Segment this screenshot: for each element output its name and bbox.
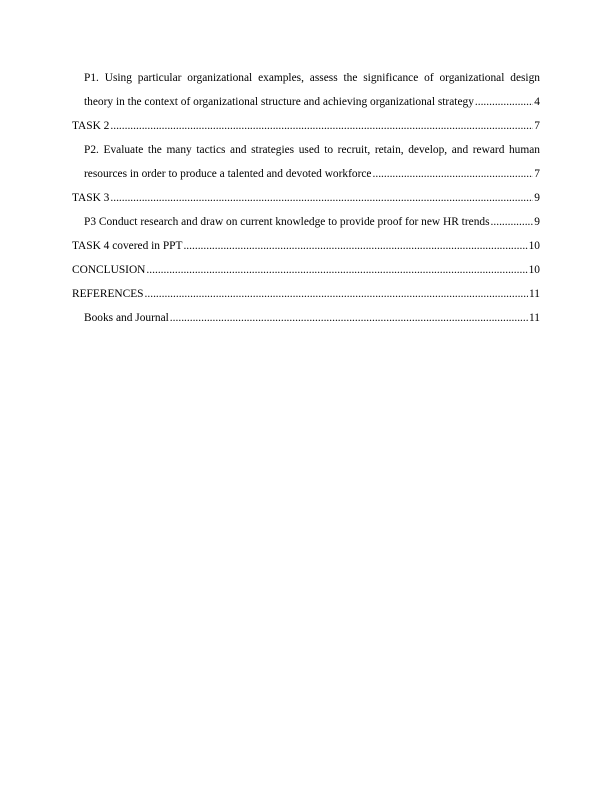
toc-entry-p1-line1: P1. Using particular organizational examples, assess the significance of organizational design bbox=[84, 72, 540, 84]
dot-leader bbox=[170, 306, 528, 330]
toc-entry-task-4[interactable] bbox=[72, 234, 540, 258]
toc-entry-references[interactable] bbox=[72, 282, 540, 306]
toc-entry-task-2-page: 7 bbox=[534, 120, 540, 132]
toc-entry-books-and-journal[interactable] bbox=[72, 306, 540, 330]
table-of-contents bbox=[72, 66, 540, 330]
toc-entry-task-3-page: 9 bbox=[534, 192, 540, 204]
toc-entry-task-3[interactable] bbox=[72, 186, 540, 210]
toc-entry-task-2-label: TASK 2 bbox=[72, 120, 110, 132]
toc-entry-conclusion-page: 10 bbox=[528, 264, 540, 276]
toc-entry-p3-page: 9 bbox=[534, 216, 540, 228]
toc-entry-task-4-label: TASK 4 covered in PPT bbox=[72, 240, 183, 252]
toc-entry-p3[interactable] bbox=[72, 210, 540, 234]
toc-entry-task-3-label: TASK 3 bbox=[72, 192, 110, 204]
toc-entry-p1[interactable] bbox=[72, 66, 540, 114]
toc-entry-books-and-journal-page: 11 bbox=[529, 312, 540, 324]
dot-leader bbox=[110, 186, 533, 210]
toc-entry-p2-line1: P2. Evaluate the many tactics and strategies used to recruit, retain, develop, and reward human bbox=[84, 144, 540, 156]
toc-entry-references-page: 11 bbox=[529, 288, 540, 300]
dot-leader bbox=[491, 210, 534, 234]
toc-entry-conclusion[interactable] bbox=[72, 258, 540, 282]
dot-leader bbox=[146, 258, 527, 282]
toc-entry-p2-line2: resources in order to produce a talented and devoted workforce bbox=[84, 168, 372, 180]
dot-leader bbox=[475, 90, 533, 114]
dot-leader bbox=[110, 114, 533, 138]
toc-entry-books-and-journal-label: Books and Journal bbox=[84, 312, 169, 324]
toc-entry-p1-page: 4 bbox=[534, 96, 540, 108]
toc-entry-p3-label: P3 Conduct research and draw on current knowledge to provide proof for new HR trends bbox=[84, 216, 490, 228]
toc-entry-p2[interactable] bbox=[72, 138, 540, 186]
toc-entry-references-label: REFERENCES bbox=[72, 288, 144, 300]
toc-entry-p1-line2: theory in the context of organizational structure and achieving organizational strategy bbox=[84, 96, 474, 108]
dot-leader bbox=[373, 162, 534, 186]
toc-entry-task-4-page: 10 bbox=[528, 240, 540, 252]
dot-leader bbox=[183, 234, 527, 258]
toc-entry-p2-page: 7 bbox=[534, 168, 540, 180]
toc-entry-conclusion-label: CONCLUSION bbox=[72, 264, 146, 276]
toc-entry-task-2[interactable] bbox=[72, 114, 540, 138]
dot-leader bbox=[145, 282, 529, 306]
